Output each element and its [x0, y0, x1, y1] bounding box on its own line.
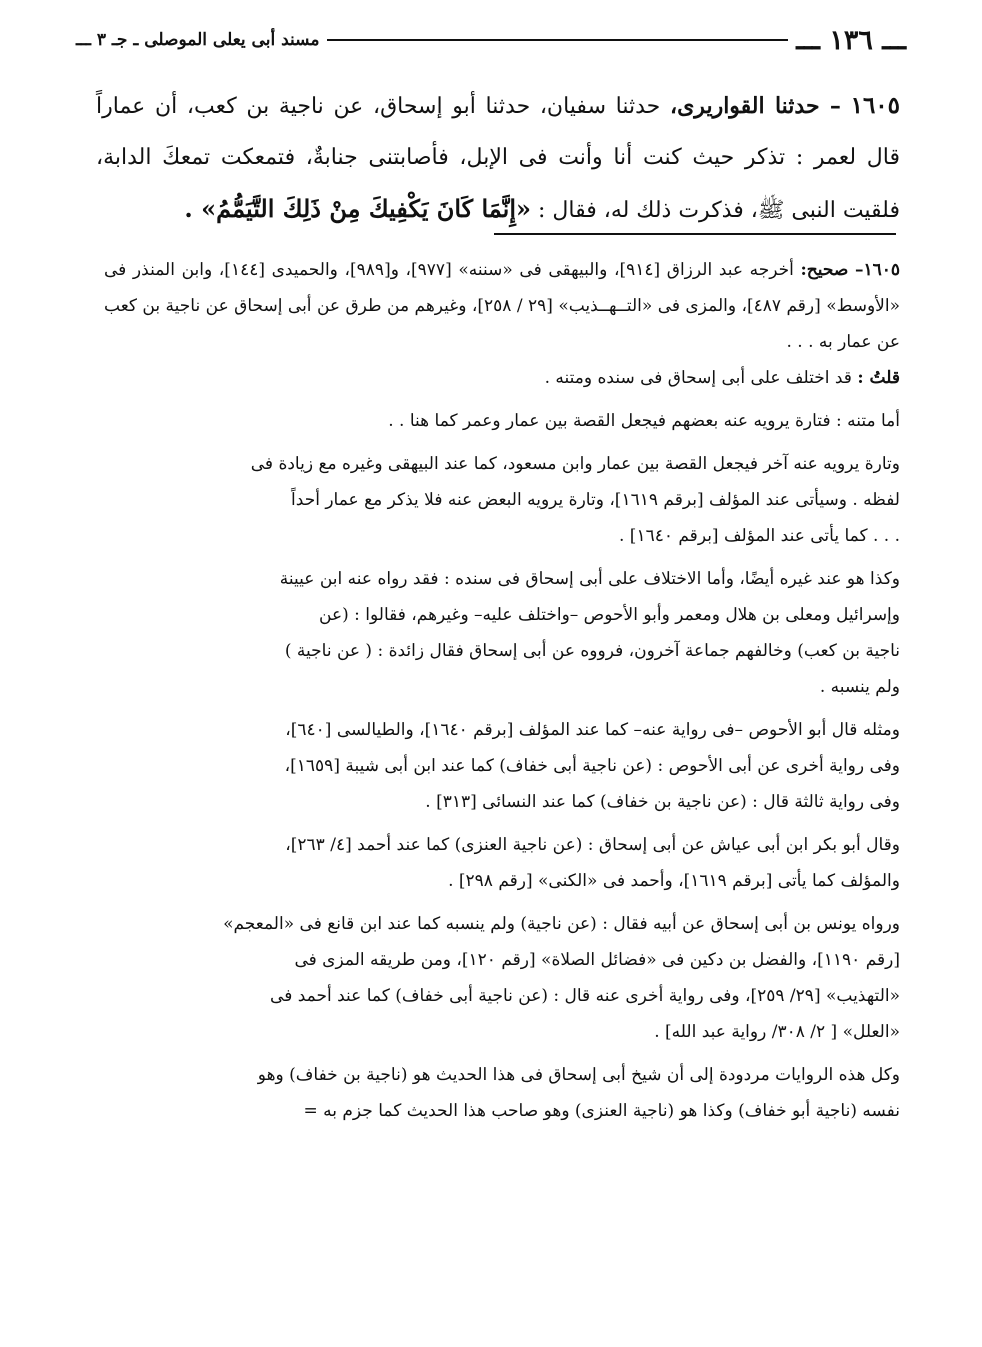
sanad-line-4: ولم ينسبه . — [819, 677, 900, 697]
kull-line-2: نفسه (ناجية أبو خفاف) وكذا هو (ناجية العنزى) وهو صاحب هذا الحديث كما جزم به = — [303, 1101, 900, 1121]
abubakr-paragraph — [104, 827, 900, 899]
hadith-number: ١٦٠٥ — [850, 92, 901, 119]
yunus-line-2: [رقم ١١٩٠]، والفضل بن دكين فى «فضائل الصلاة» [رقم ١٢٠]، ومن طريقه المزى فى — [294, 950, 900, 970]
kull-line-1: وكل هذه الروايات مردودة إلى أن شيخ أبى إسحاق فى هذا الحديث هو (ناجية بن خفاف) وهو — [257, 1065, 900, 1085]
takhrij-text: أخرجه عبد الرزاق [٩١٤]، والبيهقى فى «سننه» [٩٧٧]، و[٩٨٩]، والحميدى [١٤٤]، وابن المنذر فى «الأوسط» [رقم ٤٨٧]، والمزى فى «التــهــذيب» [٢٩ / ٢٥٨]، وغيرهم من طرق عن أبى إسحاق عن ناجية بن كعب عن عمار به . . . — [104, 260, 900, 352]
sanad-line-3: ناجية بن كعب) وخالفهم جماعة آخرون، فرووه عن أبى إسحاق فقال زائدة : ( عن ناجية ) — [284, 641, 900, 661]
tara-line-2: لفظه . وسيأتى عند المؤلف [برقم ١٦١٩]، وتارة يرويه البعض عنه فلا يذكر مع عمار أحداً — [291, 490, 900, 510]
takhrij-paragraph — [104, 252, 900, 396]
hadith-quote: «إِنَّمَا كَانَ يَكْفِيكَ مِنْ ذَلِكَ التَّيَمُّمُ» . — [184, 194, 531, 223]
running-header — [76, 24, 906, 56]
tara-paragraph — [104, 446, 900, 554]
matn-line: أما متنه : فتارة يرويه عنه بعضهم فيجعل القصة بين عمار وعمر كما هنا . . — [388, 411, 900, 431]
abubakr-line-1: وقال أبو بكر ابن أبى عياش عن أبى إسحاق : (عن ناجية العنزى) كما عند أحمد [٤/ ٢٦٣]، — [285, 835, 900, 855]
header-rule — [327, 39, 788, 41]
tara-line-3: . . . كما يأتى عند المؤلف [برقم ١٦٤٠] . — [618, 526, 900, 546]
footnote-separator — [494, 233, 896, 235]
yunus-line-4: «العلل» [ ٢/ ٣٠٨/ رواية عبد الله] . — [654, 1022, 900, 1042]
sanad-paragraph — [104, 561, 900, 705]
yunus-line-3: «التهذيب» [٢٩/ ٢٥٩]، وفى رواية أخرى عنه قال : (عن ناجية أبى خفاف) كما عند أحمد فى — [270, 986, 900, 1006]
yunus-line-1: ورواه يونس بن أبى إسحاق عن أبيه فقال : (عن ناجية) ولم ينسبه كما عند ابن قانع فى «المعجم» — [223, 914, 900, 934]
qultu-label: قلتُ : — [857, 368, 900, 388]
book-title: مسند أبى يعلى الموصلى ـ جـ ٣ ـــ — [76, 30, 320, 50]
mithl-paragraph — [104, 712, 900, 820]
matn-paragraph — [104, 403, 900, 439]
yunus-paragraph — [104, 906, 900, 1050]
takhrij-label: صحيح: — [800, 260, 849, 280]
mithl-line-1: ومثله قال أبو الأحوص –فى رواية عنه– كما عند المؤلف [برقم ١٦٤٠]، والطيالسى [٦٤٠]، — [285, 720, 900, 740]
abubakr-line-2: والمؤلف كما يأتى [برقم ١٦١٩]، وأحمد فى «الكنى» [رقم ٢٩٨] . — [448, 871, 900, 891]
kull-paragraph — [104, 1057, 900, 1129]
sanad-line-2: وإسرائيل ومعلى بن هلال ومعمر وأبو الأحوص –واختلف عليه– وغيرهم، فقالوا : (عن — [319, 605, 900, 625]
hadith-body: حدثنا سفيان، حدثنا أبو إسحاق، عن ناجية بن كعب، أن عماراً قال لعمر : تذكر حيث كنت أنا وأنت فى الإبل، فأصابتنى جنابةٌ، فتمعكت تمعكَ الدابة، فلقيت النبى ﷺ، فذكرت ذلك له، فقال : — [96, 94, 900, 223]
sanad-line-1: وكذا هو عند غيره أيضًا، وأما الاختلاف على أبى إسحاق فى سنده : فقد رواه عنه ابن عيينة — [279, 569, 900, 589]
hadith-text — [96, 80, 900, 236]
page-number: ـــ ١٣٦ ـــ — [796, 24, 906, 56]
tara-line-1: وتارة يرويه عنه آخر فيجعل القصة بين عمار وابن مسعود، كما عند البيهقى وغيره مع زيادة فى — [250, 454, 900, 474]
mithl-line-2: وفى رواية أخرى عن أبى الأحوص : (عن ناجية أبى خفاف) كما عند ابن أبى شيبة [١٦٥٩]، — [284, 756, 900, 776]
qultu-text: قد اختلف على أبى إسحاق فى سنده ومتنه . — [544, 368, 852, 388]
hadith-lead: – حدثنا القواريرى، — [669, 93, 841, 119]
takhrij-number: ١٦٠٥– — [854, 260, 900, 280]
footnotes — [104, 252, 900, 1136]
mithl-line-3: وفى رواية ثالثة قال : (عن ناجية بن خفاف) كما عند النسائى [٣١٣] . — [425, 792, 900, 812]
